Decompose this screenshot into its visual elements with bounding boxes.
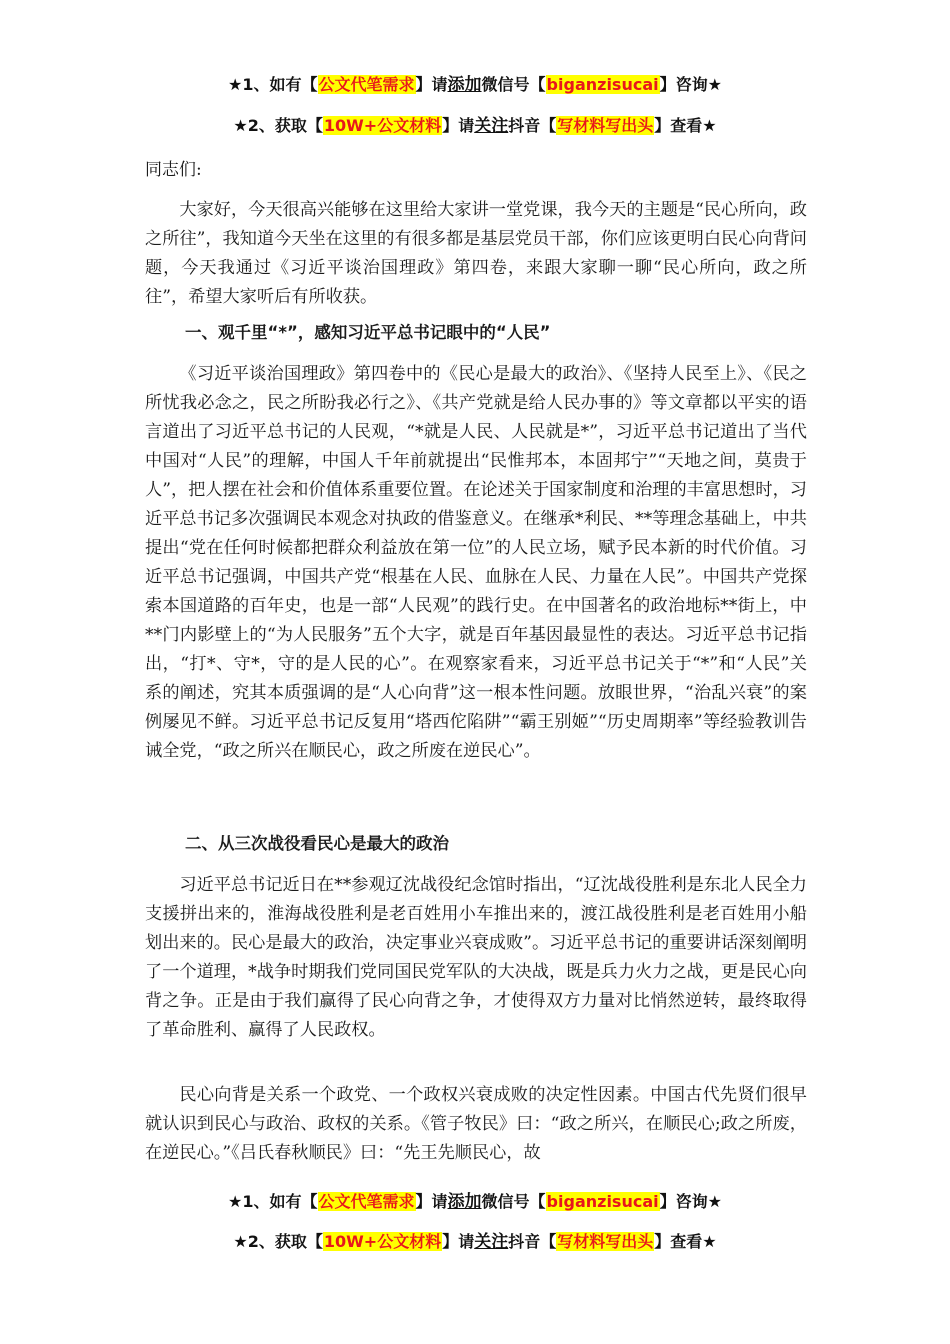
section-heading-1: 一、观千里“*”，感知习近平总书记眼中的“人民” [185, 323, 551, 342]
banner-prefix: ★1、如有【 [228, 75, 318, 94]
banner-suffix: 】查看★ [654, 1232, 717, 1251]
banner-text: 】请 [415, 1192, 448, 1211]
promo-banner-bottom-1 [0, 1187, 950, 1212]
banner-text: 】请 [442, 1232, 475, 1251]
banner-suffix: 】咨询★ [659, 1192, 722, 1211]
banner-prefix: ★2、获取【 [233, 1232, 323, 1251]
banner-highlight: 10W+公文材料 [323, 116, 442, 135]
banner-highlight: biganzisucai [546, 75, 659, 94]
promo-banner-top-1 [0, 70, 950, 95]
promo-banner-bottom-2 [0, 1227, 950, 1252]
banner-highlight: biganzisucai [546, 1192, 659, 1211]
intro-paragraph: 大家好，今天很高兴能够在这里给大家讲一堂党课，我今天的主题是“民心所向，政之所往”，我知道今天坐在这里的有很多都是基层党员干部，你们应该更明白民心向背问题，今天我通过《习近平谈治国理政》第四卷，来跟大家聊一聊“民心所向，政之所往”，希望大家听后有所收获。 [145, 200, 807, 307]
section-heading-2: 二、从三次战役看民心是最大的政治 [185, 834, 449, 853]
section-2-paragraph-2: 民心向背是关系一个政党、一个政权兴衰成败的决定性因素。中国古代先贤们很早就认识到民心与政治、政权的关系。《管子牧民》曰：“政之所兴，在顺民心;政之所废，在逆民心。”《吕氏春秋顺民》曰：“先王先顺民心，故 [145, 1085, 807, 1163]
banner-text: 抖音【 [508, 1232, 557, 1251]
banner-highlight: 写材料写出头 [557, 1232, 654, 1251]
banner-text: 】请 [442, 116, 475, 135]
section-1-paragraph: 《习近平谈治国理政》第四卷中的《民心是最大的政治》、《坚持人民至上》、《民之所忧我必念之，民之所盼我必行之》、《共产党就是给人民办事的》等文章都以平实的语言道出了习近平总书记的人民观，“*就是人民、人民就是*”，习近平总书记道出了当代中国对“人民”的理解，中国人千年前就提出“民惟邦本，本固邦宁”“天地之间，莫贵于人”，把人摆在社会和价值体系重要位置。在论述关于国家制度和治理的丰富思想时，习近平总书记多次强调民本观念对执政的借鉴意义。在继承*利民、**等理念基础上，中共提出“党在任何时候都把群众利益放在第一位”的人民立场，赋予民本新的时代价值。习近平总书记强调，中国共产党“根基在人民、血脉在人民、力量在人民”。中国共产党探索本国道路的百年史，也是一部“人民观”的践行史。在中国著名的政治地标**街上，中**门内影壁上的“为人民服务”五个大字，就是百年基因最显性的表达。习近平总书记指出，“打*、守*，守的是人民的心”。在观察家看来，习近平总书记关于“*”和“人民”关系的阐述，究其本质强调的是“人心向背”这一根本性问题。放眼世界，“治乱兴衰”的案例屡见不鲜。习近平总书记反复用“塔西佗陷阱”“霸王别姬”“历史周期率”等经验教训告诫全党，“政之所兴在顺民心，政之所废在逆民心”。 [145, 364, 807, 761]
banner-text: 微信号【 [481, 1192, 546, 1211]
banner-highlight: 10W+公文材料 [323, 1232, 442, 1251]
banner-emphasis: 关注 [474, 116, 509, 136]
banner-text: 微信号【 [481, 75, 546, 94]
banner-emphasis: 添加 [447, 1192, 482, 1212]
section-2-paragraph-1: 习近平总书记近日在**参观辽沈战役纪念馆时指出，“辽沈战役胜利是东北人民全力支援拼出来的，淮海战役胜利是老百姓用小车推出来的，渡江战役胜利是老百姓用小船划出来的。民心是最大的政治，决定事业兴衰成败”。习近平总书记的重要讲话深刻阐明了一个道理，*战争时期我们党同国民党军队的大决战，既是兵力火力之战，更是民心向背之争。正是由于我们赢得了民心向背之争，才使得双方力量对比悄然逆转，最终取得了革命胜利、赢得了人民政权。 [145, 875, 807, 1040]
promo-banner-top-2 [0, 111, 950, 136]
banner-highlight: 公文代笔需求 [318, 1192, 415, 1211]
banner-suffix: 】查看★ [654, 116, 717, 135]
banner-prefix: ★2、获取【 [233, 116, 323, 135]
banner-prefix: ★1、如有【 [228, 1192, 318, 1211]
banner-emphasis: 添加 [447, 75, 482, 95]
banner-suffix: 】咨询★ [659, 75, 722, 94]
banner-emphasis: 关注 [474, 1232, 509, 1252]
banner-text: 抖音【 [508, 116, 557, 135]
banner-highlight: 写材料写出头 [557, 116, 654, 135]
greeting: 同志们: [145, 160, 202, 180]
banner-text: 】请 [415, 75, 448, 94]
banner-highlight: 公文代笔需求 [318, 75, 415, 94]
